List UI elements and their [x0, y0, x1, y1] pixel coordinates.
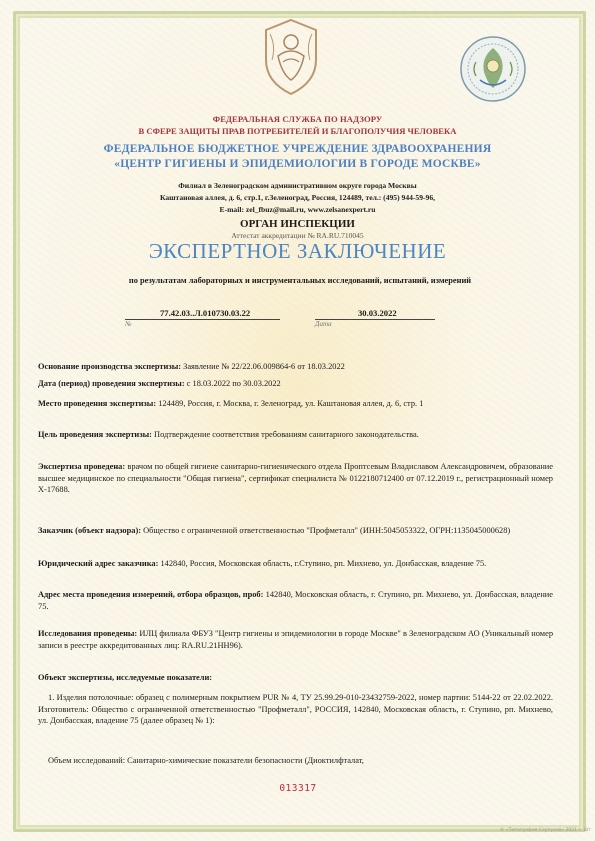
sampling-address-section: Адрес места проведения измерений, отбора образцов, проб: 142840, Московская область, г. Ступино, рп. Михнево, ул. Донбасская, владение 75. — [38, 590, 554, 611]
date-underline — [315, 319, 435, 320]
period-section: Дата (период) проведения экспертизы: с 18.03.2022 по 30.03.2022 — [38, 379, 281, 388]
registration-date: 30.03.2022 — [358, 308, 397, 318]
form-serial-number: 013317 — [279, 783, 317, 794]
printer-footer: © «Типография Серпухов» 2021 г. Шт — [500, 828, 592, 833]
laboratory-section: Исследования проведены: ИЛЦ филиала ФБУЗ "Центр гигиены и эпидемиологии в городе Москве" в Зеленоградском АО (Уникальный номер записи в реестре аккредитованных лиц: RA.RU.21НН96). — [38, 629, 554, 650]
legal-address-section: Юридический адрес заказчика: 142840, Россия, Московская область, г.Ступино, рп. Михнево, ул. Донбасская, владение 75. — [38, 559, 487, 568]
hologram-seal-icon — [458, 34, 528, 104]
number-label: № — [125, 320, 132, 328]
expert-section: Экспертиза проведена: врачом по общей гигиене санитарно-гигиенического отдела Проптсевым Владиславом Александровичем, образование высшее медицинское по специальности "Общая гигиена", сертификат специалиста № 0122180712400 от 07.12.2019 г., регистрационный номер Х-17688. — [38, 462, 553, 495]
date-label: Дата — [315, 320, 332, 328]
purpose-section: Цель проведения экспертизы: Подтверждение соответствия требованиям санитарного законодательства. — [38, 430, 419, 439]
document-subtitle: по результатам лабораторных и инструментальных исследований, испытаний, измерений — [128, 276, 472, 285]
customer-section: Заказчик (объект надзора): Общество с ограниченной ответственностью "Профметалл" (ИНН:5045053322, ОГРН:1135045000628) — [38, 526, 511, 535]
sample-description: 1. Изделия потолочные: образец с полимерным покрытием PUR № 4, ТУ 25.99.29-010-23432759-2022, номер партии: 5144-22 от 22.02.2022. Изготовитель: Общество с ограниченной ответственностью "Профметалл", РОССИЯ, 142840, Московская область, г. Ступино, рп. Михнево, ул. Донбасская, владение 75 (далее образец № 1): — [38, 693, 553, 726]
rospotrebnadzor-emblem-icon — [256, 16, 326, 98]
branch-address: Каштановая аллея, д. 6, стр.1, г.Зеленоград, Россия, 124489, тел.: (495) 944-59-96, — [159, 193, 436, 202]
scope-of-research: Объем исследований: Санитарно-химические показатели безопасности (Диоктилфталат, — [48, 756, 364, 765]
agency-line-1: ФЕДЕРАЛЬНАЯ СЛУЖБА ПО НАДЗОРУ — [212, 114, 383, 124]
registration-number: 77.42.03..Л.010730.03.22 — [160, 308, 251, 318]
number-underline — [125, 319, 280, 320]
branch-line-1: Филиал в Зеленоградском административном округе города Москвы — [178, 181, 417, 190]
organization-line-1: ФЕДЕРАЛЬНОЕ БЮДЖЕТНОЕ УЧРЕЖДЕНИЕ ЗДРАВООХРАНЕНИЯ — [103, 143, 492, 155]
accreditation-attestat: Аттестат аккредитации № RA.RU.710045 — [231, 231, 364, 240]
basis-section: Основание производства экспертизы: Заявление № 22/22.06.009864-6 от 18.03.2022 — [38, 362, 345, 371]
document-title: ЭКСПЕРТНОЕ ЗАКЛЮЧЕНИЕ — [148, 239, 447, 263]
place-section: Место проведения экспертизы: 124489, Россия, г. Москва, г. Зеленоград, ул. Каштановая аллея, д. 6, стр. 1 — [38, 399, 424, 408]
organization-line-2: «ЦЕНТР ГИГИЕНЫ И ЭПИДЕМИОЛОГИИ В ГОРОДЕ МОСКВЕ» — [114, 158, 481, 170]
object-heading: Объект экспертизы, исследуемые показатели: — [38, 673, 213, 682]
agency-line-2: В СФЕРЕ ЗАЩИТЫ ПРАВ ПОТРЕБИТЕЛЕЙ И БЛАГОПОЛУЧИЯ ЧЕЛОВЕКА — [138, 126, 457, 136]
inspection-body-title: ОРГАН ИНСПЕКЦИИ — [240, 218, 355, 230]
branch-contacts: E-mail: zel_fbuz@mail.ru, www.zelsanexpert.ru — [219, 205, 376, 214]
